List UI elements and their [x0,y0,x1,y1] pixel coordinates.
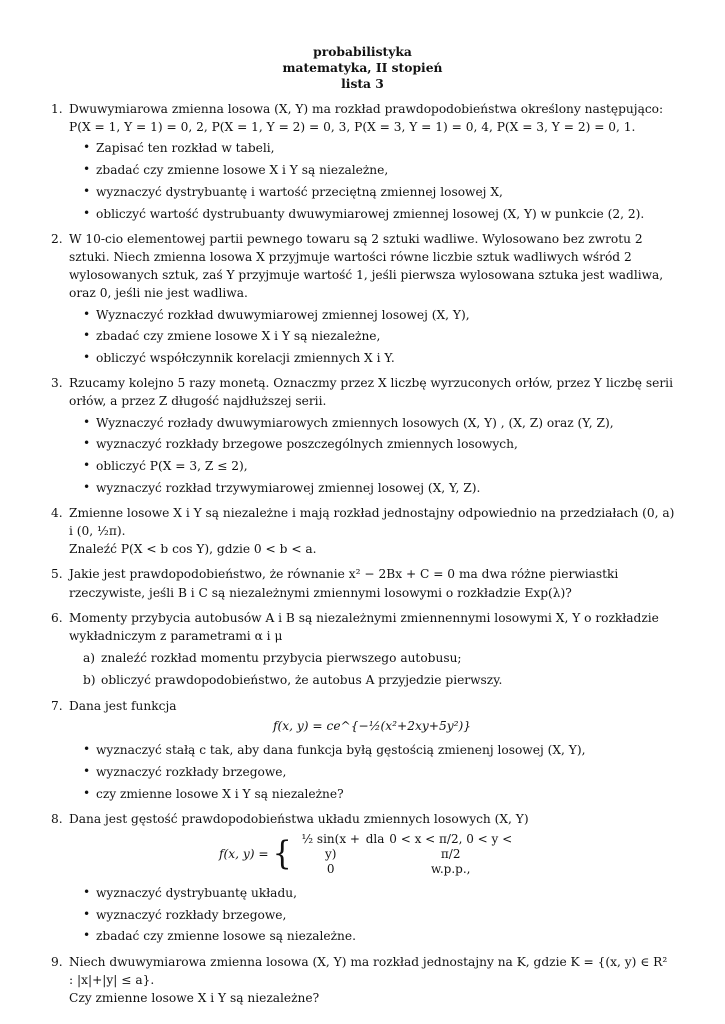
bullet-list [69,139,675,222]
list-item: • obliczyć P(X = 3, Z ≤ 2), [96,457,675,475]
list-item: • wyznaczyć rozkłady brzegowe, [96,906,675,924]
list-item: • wyznaczyć dystrybuantę układu, [96,884,675,902]
case-expression: 0 [326,861,335,876]
problem-number: 8. [51,811,63,826]
list-item: • zbadać czy zmiene losowe X i Y są niezależne, [96,327,675,345]
document-header [0,44,725,92]
list-item: • obliczyć wartość dystrubuanty dwuwymiarowej zmiennej losowej (X, Y) w punkcie (2, 2). [96,205,675,223]
item-text: znaleźć rozkład momentu przybycia pierwszego autobusu; [101,651,462,666]
problem-text-line2: Czy zmienne losowe X i Y są niezależne? [69,990,320,1005]
case-row [296,862,516,877]
problem-list [51,100,675,1014]
list-item: • Zapisać ten rozkład w tabeli, [96,139,675,157]
list-item: • wyznaczyć stałą c tak, aby dana funkcja byłą gęstością zmienenj losowej (X, Y), [96,741,675,759]
bullet-list [69,414,675,497]
problem-text-line2: P(X = 1, Y = 1) = 0, 2, P(X = 1, Y = 2) = 0, 3, P(X = 3, Y = 1) = 0, 4, P(X = 3, Y = 2) = 0, 1. [69,120,636,135]
problem-8 [51,810,675,946]
case-word: dla [365,831,385,846]
list-item: • wyznaczyć rozkłady brzegowe poszczególnych zmiennych losowych, [96,435,675,453]
brace-symbol: { [272,834,292,874]
problem-9 [51,953,675,1008]
list-item: • Wyznaczyć rozkład dwuwymiarowej zmiennej losowej (X, Y), [96,306,675,324]
list-item: • zbadać czy zmienne losowe X i Y są niezależne, [96,161,675,179]
list-item: • wyznaczyć dystrybuantę i wartość przeciętną zmiennej losowej X, [96,183,675,201]
lettered-list [69,649,675,689]
problem-number: 6. [51,610,63,625]
bullet-list [69,306,675,368]
bullet-list [69,884,675,946]
problem-2 [51,230,675,367]
problem-text: Zmienne losowe X i Y są niezależne i mają rozkład jednostajny odpowiednio na przedziałach (0, a) i (0, ½π). [69,505,675,539]
list-item: • wyznaczyć rozkłady brzegowe, [96,763,675,781]
piecewise-formula [219,832,675,877]
problem-number: 4. [51,505,63,520]
problem-6 [51,609,675,690]
case-condition: 0 < x < π/2, 0 < y < π/2 [389,831,513,861]
case-condition: w.p.p., [430,861,471,876]
problem-number: 2. [51,231,63,246]
case-spacer [366,862,386,877]
item-label: a) [83,651,96,666]
list-item: • wyznaczyć rozkład trzywymiarowej zmiennej losowej (X, Y, Z). [96,479,675,497]
problem-5 [51,565,675,601]
problem-text: Rzucamy kolejno 5 razy monetą. Oznaczmy przez X liczbę wyrzuconych orłów, przez Y liczbę serii orłów, a przez Z długość najdłuższej serii. [69,376,673,409]
problem-text: W 10-cio elementowej partii pewnego towaru są 2 sztuki wadliwe. Wylosowano bez zwrotu 2 sztuki. Niech zmienna losowa X przyjmuje wartości równe liczbie sztuk wadliwych wśród 2 wylosowanych sztuk, zaś Y przyjmuje wartość 1, jeśli pierwsza wylosowana sztuka jest wadliwa, oraz 0, jeśli nie jest wadliwa. [69,231,664,301]
list-number: lista 3 [341,76,384,91]
problem-number: 7. [51,698,63,713]
problem-3 [51,374,675,497]
problem-number: 9. [51,954,63,969]
problem-4 [51,504,675,559]
course-subtitle: matematyka, II stopień [282,60,443,75]
problem-text-line2: Znaleźć P(X < b cos Y), gdzie 0 < b < a. [69,542,317,557]
bullet-list [69,741,675,803]
problem-text: Jakie jest prawdopodobieństwo, że równanie x² − 2Bx + C = 0 ma dwa różne pierwiastki rzeczywiste, jeśli B i C są niezależnymi zmiennymi losowymi o rozkładzie Exp(λ)? [69,567,619,600]
list-item: • obliczyć współczynnik korelacji zmiennych X i Y. [96,349,675,367]
list-item [83,671,675,689]
list-item: • czy zmienne losowe X i Y są niezależne? [96,785,675,803]
problem-text: Dana jest funkcja [69,698,177,713]
problem-text: Dana jest gęstość prawdopodobieństwa układu zmiennych losowych (X, Y) [69,811,529,826]
formula-lhs: f(x, y) = [219,847,269,862]
item-text: obliczyć prawdopodobieństwo, że autobus A przyjedzie pierwszy. [101,673,503,688]
problem-text: Niech dwuwymiarowa zmienna losowa (X, Y) ma rozkład jednostajny na K, gdzie K = {(x, y) ∈ R² : |x|+|y| ≤ a}. [69,954,668,987]
problem-1 [51,100,675,223]
problem-number: 5. [51,567,63,582]
display-formula: f(x, y) = ce^{−½(x²+2xy+5y²)} [273,718,471,733]
problem-number: 3. [51,376,63,391]
item-label: b) [83,673,96,688]
case-expression: ½ sin(x + y) [301,831,360,861]
formula-cases [296,832,516,877]
list-item [83,649,675,667]
problem-7 [51,697,675,803]
list-item: • zbadać czy zmienne losowe są niezależne. [96,927,675,945]
course-title: probabilistyka [313,44,412,59]
problem-number: 1. [51,102,63,116]
problem-text: Momenty przybycia autobusów A i B są niezależnymi zmiennennymi losowymi X, Y o rozkładzie wykładniczym z parametrami α i μ [69,610,659,644]
case-row [296,832,516,862]
problem-text: Dwuwymiarowa zmienna losowa (X, Y) ma rozkład prawdopodobieństwa określony następująco: [69,102,664,116]
list-item: • Wyznaczyć rozłady dwuwymiarowych zmiennych losowych (X, Y) , (X, Z) oraz (Y, Z), [96,414,675,432]
